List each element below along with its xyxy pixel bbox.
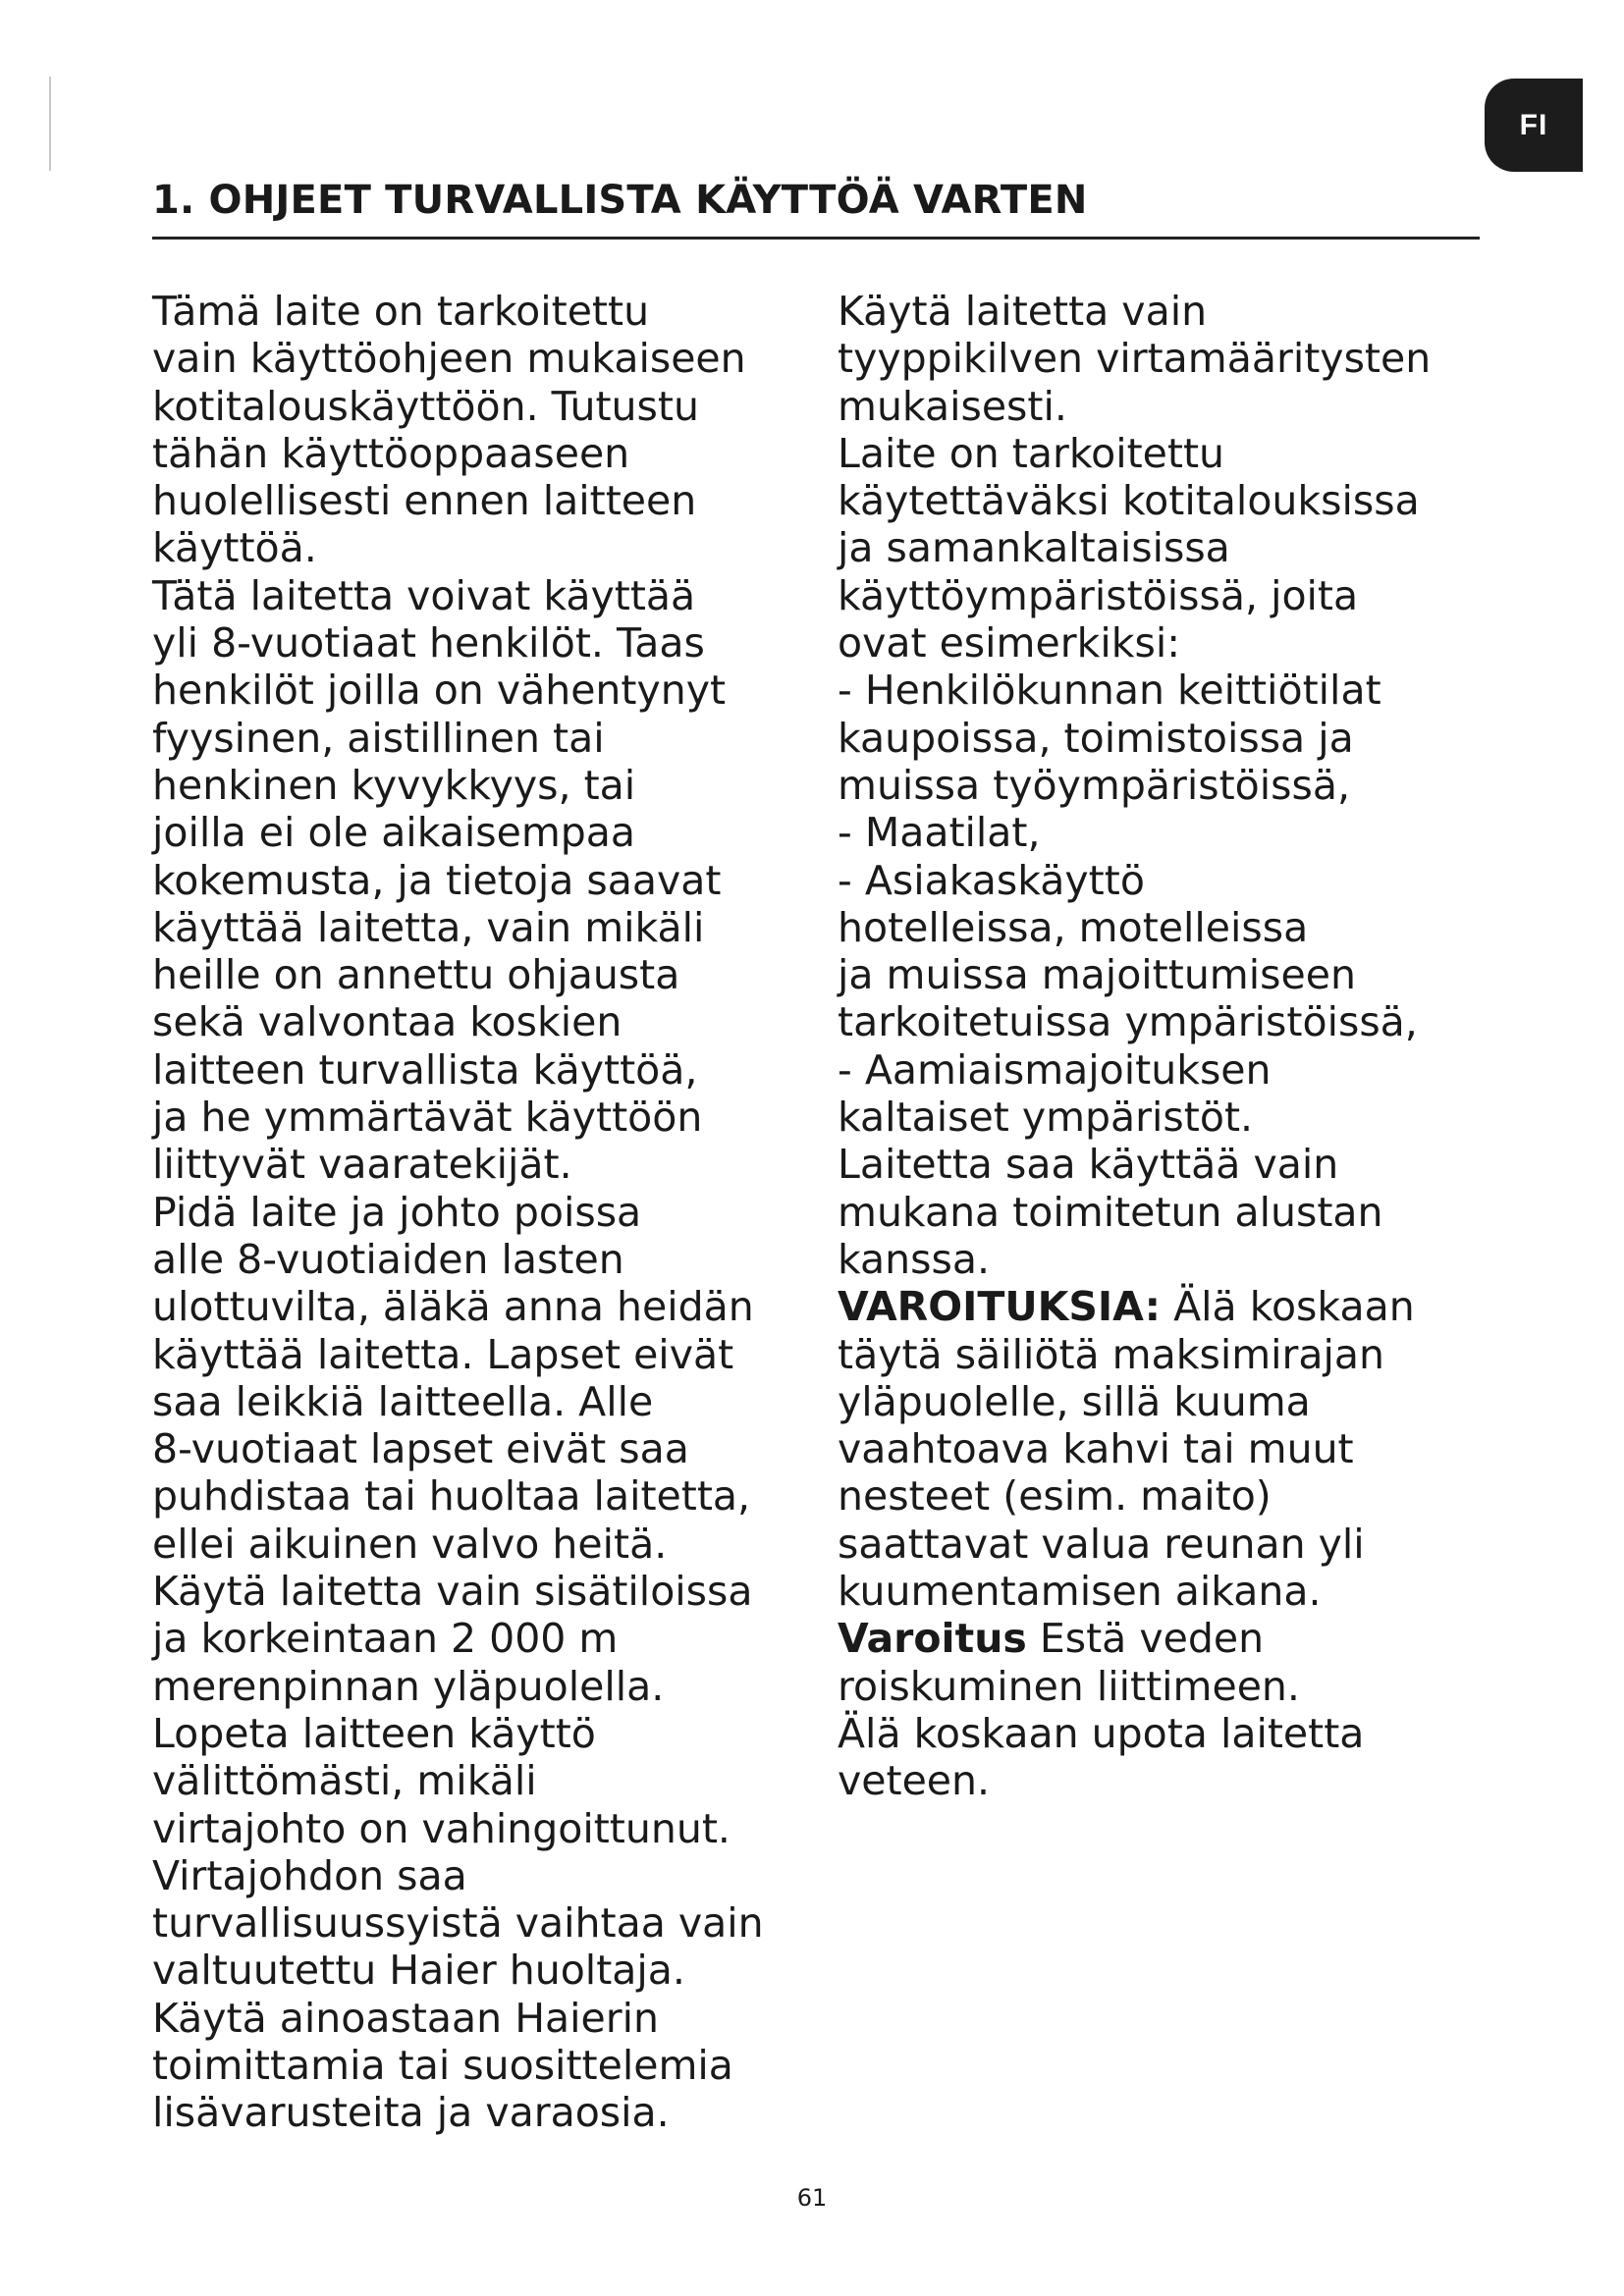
text-line xyxy=(838,1472,1486,1520)
text-line: käyttää laitetta, vain mikäli xyxy=(152,903,705,951)
line-text: Estä veden xyxy=(1026,1615,1265,1663)
text-line xyxy=(838,1094,1486,1141)
left-column xyxy=(152,288,820,2137)
line-text: kanssa. xyxy=(838,1235,991,1283)
text-line: käyttää laitetta. Lapset eivät xyxy=(152,1330,734,1378)
text-line xyxy=(838,1521,1486,1568)
text-line xyxy=(838,1425,1486,1472)
line-text: hotelleissa, motelleissa xyxy=(838,903,1309,951)
text-line: Lopeta laitteen käyttö xyxy=(152,1709,596,1757)
text-line xyxy=(838,809,1486,856)
line-text: käyttöympäristöissä, joita xyxy=(838,571,1359,619)
text-line xyxy=(838,715,1486,762)
text-line: ellei aikuinen valvo heitä. xyxy=(152,1520,668,1568)
text-line: sekä valvontaa koskien xyxy=(152,998,623,1046)
text-line: Tämä laite on tarkoitettu xyxy=(152,288,650,335)
text-line: virtajohto on vahingoittunut. xyxy=(152,1804,731,1852)
line-text: tyyppikilven virtamääritysten xyxy=(838,335,1432,383)
text-line xyxy=(838,1378,1486,1425)
text-line xyxy=(838,1615,1486,1662)
text-line: toimittamia tai suosittelemia xyxy=(152,2041,733,2089)
text-line xyxy=(838,572,1486,619)
text-line: välittömästi, mikäli xyxy=(152,1757,537,1805)
text-line: turvallisuussyistä vaihtaa vain xyxy=(152,1899,764,1948)
text-line: valtuutettu Haier huoltaja. xyxy=(152,1947,685,1995)
line-text: mukana toimitetun alustan xyxy=(838,1188,1383,1236)
text-line: Pidä laite ja johto poissa xyxy=(152,1188,642,1236)
text-line: laitteen turvallista käyttöä, xyxy=(152,1045,698,1094)
language-tab-label: FI xyxy=(1519,108,1548,141)
line-text: mukaisesti. xyxy=(838,382,1067,430)
line-text: veteen. xyxy=(838,1757,991,1805)
text-line xyxy=(838,667,1486,714)
text-line: alle 8-vuotiaiden lasten xyxy=(152,1235,624,1283)
line-text: muissa työympäristöissä, xyxy=(838,761,1351,809)
line-text: - Aamiaismajoituksen xyxy=(838,1045,1272,1094)
line-text: ja samankaltaisissa xyxy=(838,524,1230,572)
line-text: saattavat valua reunan yli xyxy=(838,1520,1365,1568)
line-text: nesteet (esim. maito) xyxy=(838,1472,1272,1521)
right-column xyxy=(838,288,1486,1805)
line-text: täytä säiliötä maksimirajan xyxy=(838,1330,1385,1378)
text-line: heille on annettu ohjausta xyxy=(152,951,680,999)
text-line xyxy=(838,430,1486,477)
text-line xyxy=(838,762,1486,809)
line-text: tarkoitetuissa ympäristöissä, xyxy=(838,998,1418,1046)
text-line xyxy=(838,1236,1486,1283)
line-text: Älä koskaan xyxy=(1161,1283,1415,1331)
warning-label: Varoitus xyxy=(838,1615,1027,1663)
text-line: huolellisesti ennen laitteen xyxy=(152,477,697,525)
text-line xyxy=(838,1710,1486,1757)
text-line: henkinen kyvykkyys, tai xyxy=(152,761,636,809)
line-text: kaupoissa, toimistoissa ja xyxy=(838,714,1354,762)
text-line xyxy=(838,998,1486,1045)
text-line: Virtajohdon saa xyxy=(152,1851,467,1899)
text-line xyxy=(838,1189,1486,1236)
section-title: 1. OHJEET TURVALLISTA KÄYTTÖÄ VARTEN xyxy=(152,178,1088,223)
line-text: kaltaiset ympäristöt. xyxy=(838,1094,1254,1142)
text-line xyxy=(838,288,1486,335)
text-line xyxy=(838,1141,1486,1188)
line-text: - Asiakaskäyttö xyxy=(838,856,1145,904)
text-line: merenpinnan yläpuolella. xyxy=(152,1662,665,1710)
text-line: puhdistaa tai huoltaa laitetta, xyxy=(152,1472,751,1521)
line-text: ovat esimerkiksi: xyxy=(838,619,1181,667)
text-line xyxy=(838,1757,1486,1804)
text-line xyxy=(838,335,1486,382)
text-line xyxy=(838,1331,1486,1378)
text-line: yli 8-vuotiaat henkilöt. Taas xyxy=(152,619,705,667)
text-line: Tätä laitetta voivat käyttää xyxy=(152,571,696,619)
line-text: ja muissa majoittumiseen xyxy=(838,951,1356,999)
text-line xyxy=(838,1283,1486,1330)
text-line: käyttöä. xyxy=(152,524,317,572)
line-text: roiskuminen liittimeen. xyxy=(838,1662,1300,1710)
language-tab xyxy=(1485,79,1583,172)
line-text: - Henkilökunnan keittiötilat xyxy=(838,667,1381,715)
line-text: - Maatilat, xyxy=(838,809,1041,857)
text-line xyxy=(838,477,1486,524)
text-line: Käytä ainoastaan Haierin xyxy=(152,1994,660,2042)
text-line xyxy=(838,524,1486,571)
line-text: Laitetta saa käyttää vain xyxy=(838,1141,1339,1189)
line-text: Älä koskaan upota laitetta xyxy=(838,1709,1365,1757)
title-underline xyxy=(152,237,1480,240)
text-line: ja korkeintaan 2 000 m xyxy=(152,1615,619,1663)
text-line: ja he ymmärtävät käyttöön xyxy=(152,1094,703,1142)
text-line xyxy=(838,857,1486,904)
text-line xyxy=(838,1663,1486,1710)
text-line xyxy=(838,1568,1486,1615)
margin-rule xyxy=(49,77,51,171)
text-line: 8-vuotiaat lapset eivät saa xyxy=(152,1425,689,1473)
text-line xyxy=(838,383,1486,430)
line-text: Käytä laitetta vain xyxy=(838,288,1208,335)
warning-label: VAROITUKSIA: xyxy=(838,1283,1162,1331)
text-line: vain käyttöohjeen mukaiseen xyxy=(152,335,746,383)
line-text: kuumentamisen aikana. xyxy=(838,1568,1322,1616)
line-text: käytettäväksi kotitalouksissa xyxy=(838,477,1420,525)
text-line: fyysinen, aistillinen tai xyxy=(152,714,605,762)
text-line: liittyvät vaaratekijät. xyxy=(152,1141,572,1189)
text-line xyxy=(838,619,1486,667)
text-line: ulottuvilta, äläkä anna heidän xyxy=(152,1283,754,1331)
page-number: 61 xyxy=(796,2184,828,2212)
text-line: Käytä laitetta vain sisätiloissa xyxy=(152,1568,753,1616)
text-line xyxy=(838,951,1486,998)
text-line: kokemusta, ja tietoja saavat xyxy=(152,856,722,904)
text-line: joilla ei ole aikaisempaa xyxy=(152,809,636,857)
text-line xyxy=(838,1046,1486,1094)
text-line: kotitalouskäyttöön. Tutustu xyxy=(152,382,699,430)
text-line: saa leikkiä laitteella. Alle xyxy=(152,1377,654,1425)
text-line: henkilöt joilla on vähentynyt xyxy=(152,667,727,715)
text-line xyxy=(838,904,1486,951)
line-text: Laite on tarkoitettu xyxy=(838,429,1225,477)
text-line: lisävarusteita ja varaosia. xyxy=(152,2089,670,2137)
line-text: yläpuolelle, sillä kuuma xyxy=(838,1377,1311,1425)
text-line: tähän käyttöoppaaseen xyxy=(152,429,630,477)
line-text: vaahtoava kahvi tai muut xyxy=(838,1425,1354,1473)
